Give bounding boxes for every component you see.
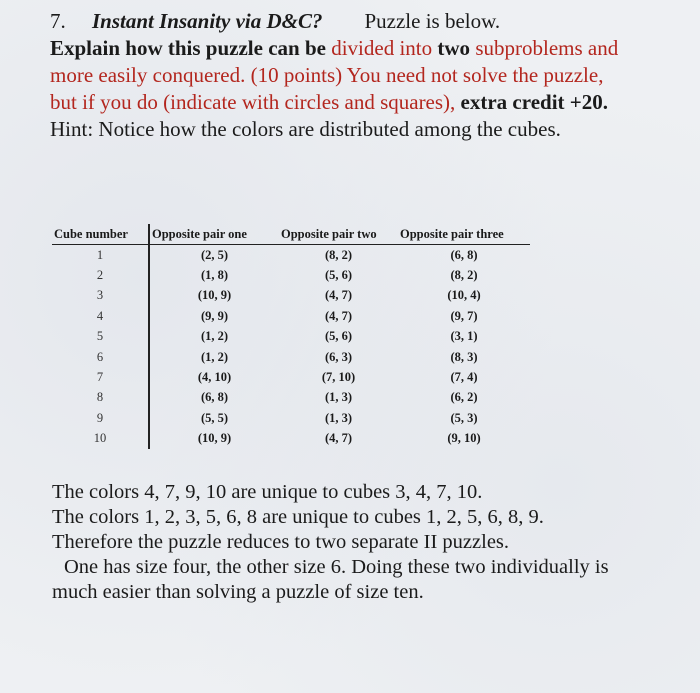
question-text-5: subproblems and more easily conquered. (10 points) You need not solve the puzzle, but if you do (indicate with circles and squares), [50,36,619,114]
question-number: 7. [50,9,66,33]
pair-two: (4, 7) [324,308,353,323]
question-block [50,8,625,143]
answer-line-1: The colors 4, 7, 9, 10 are unique to cubes 3, 4, 7, 10. [52,481,483,503]
cube-number: 8 [52,388,149,408]
cube-number: 4 [52,306,149,326]
pair-three: (8, 3) [450,349,478,364]
table-row [52,327,530,347]
pair-one: (1, 2) [200,349,229,364]
cube-number: 1 [52,245,149,266]
pair-one: (10, 9) [197,431,232,446]
pair-one: (6, 8) [200,390,229,405]
cube-number: 6 [52,347,149,367]
pair-three: (6, 8) [450,247,478,262]
cube-table [52,224,530,449]
pair-one: (5, 5) [200,410,229,425]
table-row [52,265,530,285]
answer-line-3: Therefore the puzzle reduces to two separate II puzzles. [52,531,510,553]
cube-number: 5 [52,327,149,347]
pair-one: (9, 9) [200,308,229,323]
answer-line-2: The colors 1, 2, 3, 5, 6, 8 are unique to cubes 1, 2, 5, 6, 8, 9. [52,506,544,528]
pair-three: (6, 2) [450,390,478,405]
pair-two: (8, 2) [324,247,353,262]
header-pair-two: Opposite pair two [279,224,398,245]
header-pair-three: Opposite pair three [398,224,530,245]
pair-one: (10, 9) [197,288,232,303]
pair-three: (5, 3) [450,410,478,425]
table-row [52,388,530,408]
pair-one: (1, 2) [200,329,229,344]
answer-block [52,480,622,605]
question-text-2: divided [331,36,395,60]
pair-one: (1, 8) [200,268,229,283]
hint-text: Hint: Notice how the colors are distributed among the cubes. [50,117,561,141]
pair-two: (4, 7) [324,431,353,446]
cube-number: 7 [52,367,149,387]
pair-two: (4, 7) [324,288,353,303]
pair-two: (5, 6) [324,268,353,283]
pair-three: (3, 1) [450,329,478,344]
table-row [52,428,530,448]
cube-number: 3 [52,286,149,306]
pair-three: (9, 10) [447,431,481,446]
pair-one: (2, 5) [200,247,229,262]
pair-three: (10, 4) [447,288,481,303]
table-header-row [52,224,530,245]
pair-three: (9, 7) [450,308,478,323]
pair-two: (6, 3) [324,349,353,364]
pair-one: (4, 10) [197,369,232,384]
pair-three: (8, 2) [450,268,478,283]
table-row [52,408,530,428]
pair-two: (1, 3) [324,390,353,405]
pair-two: (1, 3) [324,410,353,425]
answer-line-4: One has size four, the other size 6. Doing these two individually is much easier than solving a puzzle of size ten. [52,556,609,603]
extra-credit: extra credit +20. [460,90,608,114]
table-row [52,367,530,387]
table-row [52,347,530,367]
pair-two: (5, 6) [324,329,353,344]
cube-number: 2 [52,265,149,285]
table-row [52,245,530,266]
header-pair-one: Opposite pair one [149,224,279,245]
question-title: Instant Insanity via D&C? [92,9,323,33]
pair-two: (7, 10) [321,369,356,384]
table-row [52,286,530,306]
question-text-4: two [437,36,471,60]
question-text-1: Explain how this puzzle can be [50,36,326,60]
puzzle-note: Puzzle is below. [364,9,501,33]
table-row [52,306,530,326]
cube-number: 9 [52,408,149,428]
header-cube-number: Cube number [52,224,149,245]
question-text-3: into [399,36,433,60]
pair-three: (7, 4) [450,369,478,384]
cube-number: 10 [52,428,149,448]
